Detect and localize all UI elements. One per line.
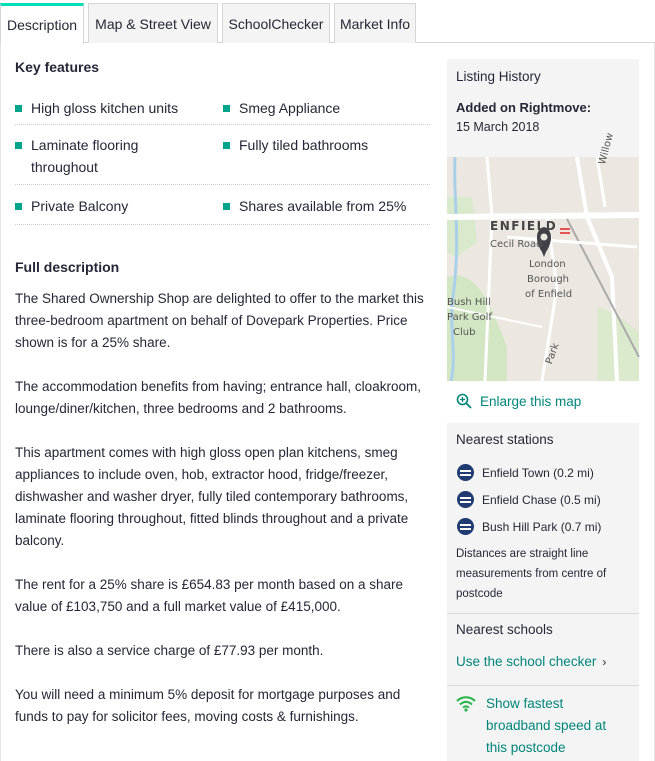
full-description-body <box>15 288 433 750</box>
description-paragraph: The accommodation benefits from having; entrance hall, cloakroom, lounge/diner/kitchen, three bedrooms and 2 bathrooms. <box>15 379 421 416</box>
enlarge-map-label: Enlarge this map <box>480 393 582 409</box>
bullet-icon <box>15 105 22 112</box>
feature-item: Private Balcony <box>15 195 215 217</box>
map-label-golf: Park Golf <box>447 312 492 323</box>
tab-schoolchecker[interactable]: SchoolChecker <box>222 3 330 43</box>
map-label-enfield: ENFIELD <box>490 219 558 233</box>
feature-item: Laminate flooring throughout <box>15 134 165 178</box>
stations-note: Distances are straight line measurements from centre of postcode <box>456 548 607 600</box>
zoom-icon <box>456 393 472 409</box>
divider <box>447 613 639 614</box>
nearest-schools-title: Nearest schools <box>456 622 553 637</box>
map-label-borough: of Enfield <box>525 289 573 300</box>
bullet-icon <box>223 142 230 149</box>
tab-description[interactable]: Description <box>0 3 84 44</box>
bullet-icon <box>15 142 22 149</box>
description-paragraph: This apartment comes with high gloss open plan kitchens, smeg appliances to include oven, hob, extractor hood, fridge/freezer, dishwasher and washer dryer, fully tiled contemporary bathrooms, laminate flooring throughout, fitted blinds throughout and a private balcony. <box>15 445 409 548</box>
station-item: Enfield Chase (0.5 mi) <box>457 491 601 508</box>
key-features-title: Key features <box>15 59 100 75</box>
tab-map-street-view[interactable]: Map & Street View <box>88 3 218 43</box>
full-description-title: Full description <box>15 259 120 275</box>
divider <box>447 685 639 686</box>
school-checker-link[interactable] <box>456 654 606 669</box>
description-paragraph: The rent for a 25% share is £654.83 per month based on a share value of £103,750 and a full market value of £415,000. <box>15 577 403 614</box>
broadband-link[interactable]: Show fastest broadband speed at this postcode <box>486 696 607 755</box>
listing-history-title: Listing History <box>456 69 541 84</box>
map-label-golf: Bush Hill <box>447 297 491 308</box>
feature-item: Shares available from 25% <box>223 195 428 217</box>
added-date: 15 March 2018 <box>456 120 540 134</box>
feature-row <box>15 125 430 185</box>
feature-row <box>15 95 430 125</box>
bullet-icon <box>223 203 230 210</box>
bullet-icon <box>15 203 22 210</box>
tab-market-info[interactable]: Market Info <box>334 3 416 43</box>
bullet-icon <box>223 105 230 112</box>
feature-row <box>15 185 430 225</box>
map-label-borough: Borough <box>527 274 570 285</box>
station-item: Enfield Town (0.2 mi) <box>457 464 594 481</box>
description-paragraph: The Shared Ownership Shop are delighted to offer to the market this three-bedroom apartment on behalf of Dovepark Properties. Price shown is for a 25% share. <box>15 291 424 350</box>
map-label-park: Park <box>544 341 562 366</box>
description-paragraph: There is also a service charge of £77.93 per month. <box>15 643 324 658</box>
rail-station-icon <box>457 518 474 535</box>
tab-bar <box>0 0 655 43</box>
map-label-road: Cecil Road <box>490 239 543 250</box>
rail-station-icon <box>457 491 474 508</box>
school-checker-label: Use the school checker <box>456 654 597 669</box>
feature-item: Fully tiled bathrooms <box>223 134 428 156</box>
chevron-right-icon: › <box>602 654 607 669</box>
nearest-stations-title: Nearest stations <box>456 432 554 447</box>
location-map[interactable] <box>447 131 639 381</box>
feature-item: High gloss kitchen units <box>15 97 215 119</box>
enlarge-map-link[interactable] <box>456 393 581 409</box>
rail-station-icon <box>457 464 474 481</box>
feature-item: Smeg Appliance <box>223 97 428 119</box>
key-features-list <box>15 95 430 225</box>
map-label-borough: London <box>529 259 566 270</box>
station-item: Bush Hill Park (0.7 mi) <box>457 518 601 535</box>
map-label-willow: Willow <box>597 131 616 166</box>
added-label: Added on Rightmove: <box>456 100 592 115</box>
map-label-golf: Club <box>453 327 476 338</box>
wifi-icon <box>456 696 476 717</box>
description-paragraph: You will need a minimum 5% deposit for mortgage purposes and funds to pay for solicitor fees, moving costs & furnishings. <box>15 687 401 724</box>
